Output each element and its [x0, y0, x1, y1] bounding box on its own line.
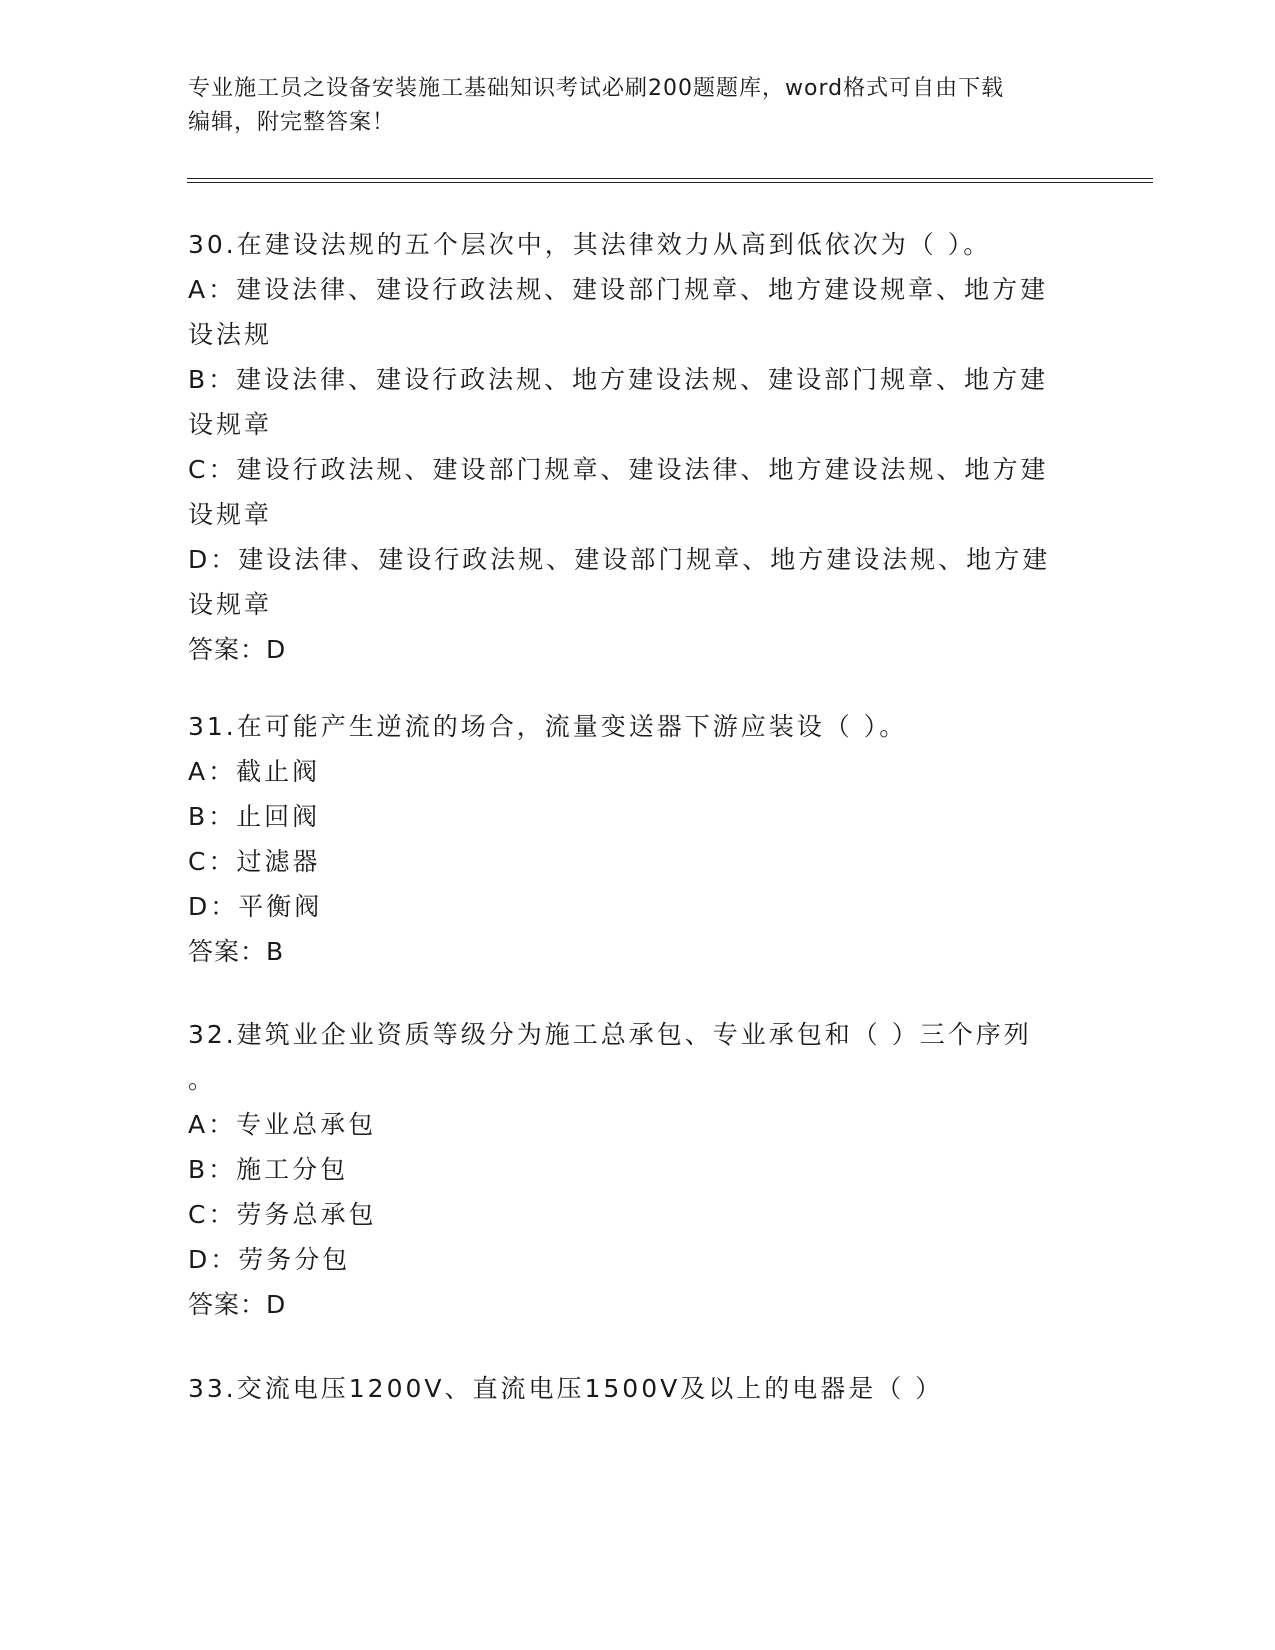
document-header — [188, 72, 1068, 140]
question-stem: 33.交流电压1200V、直流电压1500V及以上的电器是（ ） — [188, 1374, 944, 1403]
option-b: B：施工分包 — [188, 1155, 349, 1184]
option-c: C：过滤器 — [188, 847, 321, 876]
question-stem: 32.建筑业企业资质等级分为施工总承包、专业承包和（ ）三个序列 — [188, 1020, 1032, 1049]
answer: 答案：D — [188, 635, 287, 664]
option-a: A：建设法律、建设行政法规、建设部门规章、地方建设规章、地方建 设法规 — [188, 275, 1049, 349]
question-stem: 31.在可能产生逆流的场合，流量变送器下游应装设（ ）。 — [188, 712, 908, 741]
question-33 — [188, 1366, 1088, 1411]
option-a: A：截止阀 — [188, 757, 321, 786]
question-30 — [188, 222, 1088, 673]
question-stem-continuation: 。 — [188, 1065, 217, 1094]
option-d: D：建设法律、建设行政法规、建设部门规章、地方建设法规、地方建 设规章 — [188, 545, 1051, 619]
question-31 — [188, 704, 1088, 975]
option-d: D：平衡阀 — [188, 892, 323, 921]
option-b: B：止回阀 — [188, 802, 321, 831]
header-divider — [187, 178, 1153, 183]
option-b: B：建设法律、建设行政法规、地方建设法规、建设部门规章、地方建 设规章 — [188, 365, 1049, 439]
question-32 — [188, 1012, 1088, 1328]
header-line-2: 编辑，附完整答案！ — [188, 110, 396, 135]
header-line-1: 专业施工员之设备安装施工基础知识考试必刷200题题库，word格式可自由下载 — [188, 76, 1005, 101]
option-c: C：劳务总承包 — [188, 1200, 377, 1229]
answer: 答案：D — [188, 1290, 287, 1319]
answer: 答案：B — [188, 937, 285, 966]
option-a: A：专业总承包 — [188, 1110, 377, 1139]
option-c: C：建设行政法规、建设部门规章、建设法律、地方建设法规、地方建 设规章 — [188, 455, 1049, 529]
question-stem: 30.在建设法规的五个层次中，其法律效力从高到低依次为（ ）。 — [188, 230, 992, 259]
option-d: D：劳务分包 — [188, 1245, 351, 1274]
